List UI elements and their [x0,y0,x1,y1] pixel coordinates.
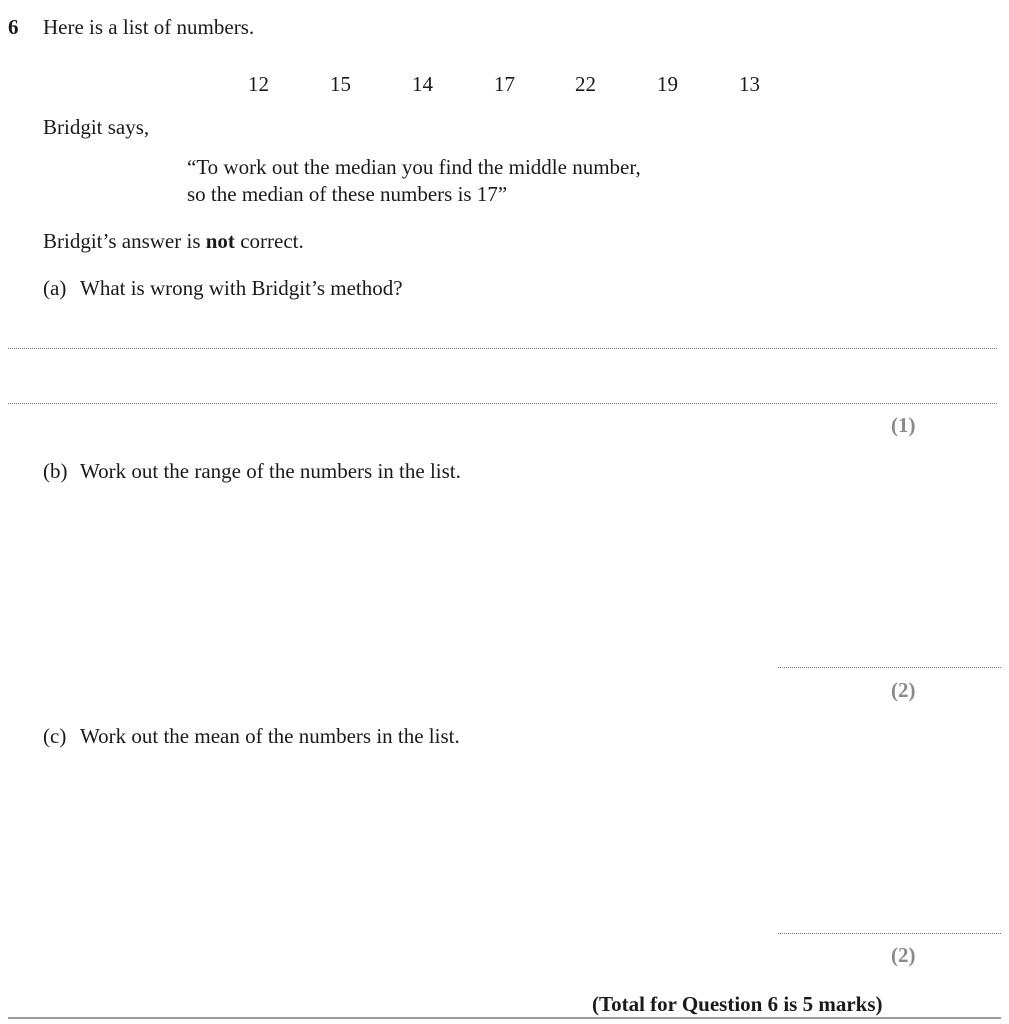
part-c-marks: (2) [891,943,916,967]
list-number: 14 [412,72,433,96]
part-c-text: Work out the mean of the numbers in the list. [80,724,460,748]
statement-pre: Bridgit’s answer is [43,229,206,253]
statement [43,231,304,252]
part-b-label: (b) [43,459,68,483]
statement-bold: not [205,229,235,253]
answer-line-c[interactable] [778,933,1001,934]
quote-line-2: so the median of these numbers is 17” [187,182,508,206]
list-number: 13 [739,72,760,96]
part-b-marks: (2) [891,678,916,702]
bottom-rule [8,1017,1001,1019]
total-marks: (Total for Question 6 is 5 marks) [592,992,883,1016]
part-a-marks: (1) [891,413,916,437]
answer-line-b[interactable] [778,667,1001,668]
list-number: 22 [575,72,596,96]
list-number: 19 [657,72,678,96]
answer-line-a1[interactable] [8,348,997,349]
question-number: 6 [8,15,19,39]
part-c-label: (c) [43,724,67,748]
list-number: 15 [330,72,351,96]
part-b-text: Work out the range of the numbers in the list. [80,459,461,483]
answer-line-a2[interactable] [8,403,997,404]
part-a-text: What is wrong with Bridgit’s method? [80,276,403,300]
question-intro: Here is a list of numbers. [43,15,255,39]
part-a-label: (a) [43,276,67,300]
list-number: 12 [248,72,269,96]
statement-post: correct. [234,229,304,253]
list-number: 17 [494,72,515,96]
quote-line-1: “To work out the median you find the middle number, [187,155,641,179]
bridgit-says: Bridgit says, [43,115,150,139]
